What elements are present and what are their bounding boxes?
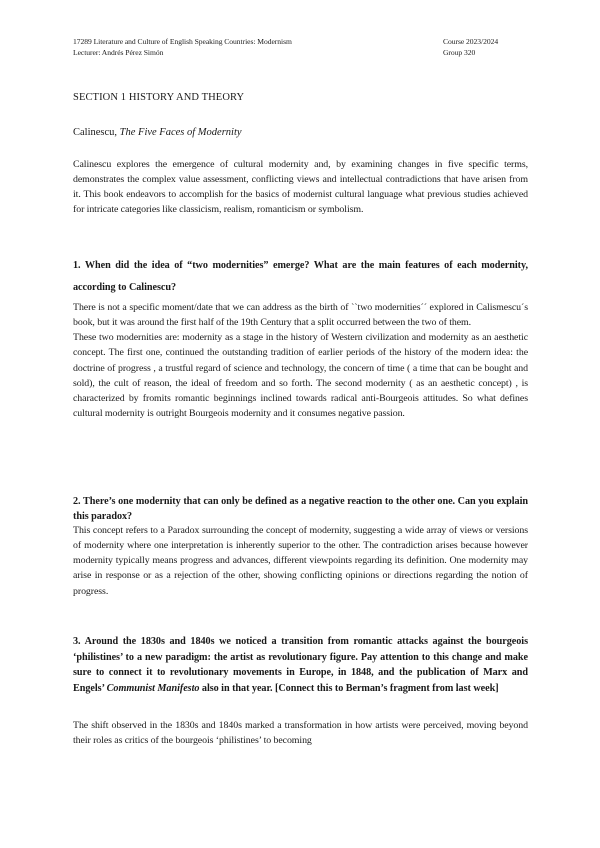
lecturer: Lecturer: Andrés Pérez Simón <box>73 48 164 57</box>
header-left <box>73 36 292 58</box>
question-2: 2. There’s one modernity that can only be defined as a negative reaction to the other one. Can you explain this paradox? <box>73 496 528 523</box>
course-year: Course 2023/2024 <box>443 37 499 46</box>
group: Group 320 <box>443 48 476 57</box>
question-3-text: 3. Around the 1830s and 1840s we noticed a transition from romantic attacks against the bourgeois ‘philistines’ to a new paradigm: the artist as revolutionary figure. Pay attention to this change and make sure to connect it to revolutionary movements in Europe, in 1848, and the publication of Marx and Engels’ <box>73 636 528 694</box>
answer-1-paragraph-2: These two modernities are: modernity as a stage in the history of Western civilization and modernity as an aesthetic concept. The first one, continued the outstanding tradition of earlier periods of the history of the modern idea: the doctrine of progress , a trustful regard of science and technology, the concern of time ( a time that can be bought and sold), the cult of reason, the ideal of freedom and so forth. The second modernity ( as an aesthetic concept) , is characterized by fromits romantic beginnings inclined towards radical anti-Bourgeois attitudes. So what defines cultural modernity is outright Bourgeois modernity and it consumes negative passion. <box>73 332 528 420</box>
question-1: 1. When did the idea of “two modernities” emerge? What are the main features of each modernity, according to Calinescu? <box>73 260 528 293</box>
book-author: Calinescu, <box>73 127 120 138</box>
answer-1 <box>73 300 528 421</box>
intro-paragraph: Calinescu explores the emergence of cultural modernity and, by examining changes in five specific terms, demonstrates the complex value assessment, conflicting views and intellectual contradictions that have arisen from it. This book endeavors to accomplish for the basics of modernist cultural language what previous studies achieved for intricate categories like classicism, realism, romanticism or symbolism. <box>73 159 528 216</box>
question-3-text-end: also in that year. [Connect this to Berman’s fragment from last week] <box>199 682 499 694</box>
book-title: The Five Faces of Modernity <box>119 127 242 138</box>
answer-1-paragraph-1: There is not a specific moment/date that we can address as the birth of ``two modernities´´ explored in Calismescu´s book, but it was around the first half of the 19th Century that a split occurred between the two of them. <box>73 302 528 329</box>
question-3 <box>73 634 528 696</box>
course-name: 17289 Literature and Culture of English Speaking Countries: Modernism <box>73 37 292 46</box>
section-title: SECTION 1 HISTORY AND THEORY <box>73 92 245 103</box>
answer-3: The shift observed in the 1830s and 1840s marked a transformation in how artists were perceived, moving beyond their roles as critics of the bourgeois ‘philistines’ to becoming <box>73 720 528 747</box>
communist-manifesto-title: Communist Manifesto <box>106 682 200 694</box>
answer-2: This concept refers to a Paradox surrounding the concept of modernity, suggesting a wide array of views or versions of modernity where one interpretation is inherently superior to the other. The contradiction arises because however modernity typically means progress and advances, different viewpoints regarding its definition. One modernity may arise in response or as a rejection of the other, showing conflicting opinions or directions regarding the notion of progress. <box>73 525 528 597</box>
header-right <box>443 36 498 58</box>
book-reference <box>73 126 242 139</box>
